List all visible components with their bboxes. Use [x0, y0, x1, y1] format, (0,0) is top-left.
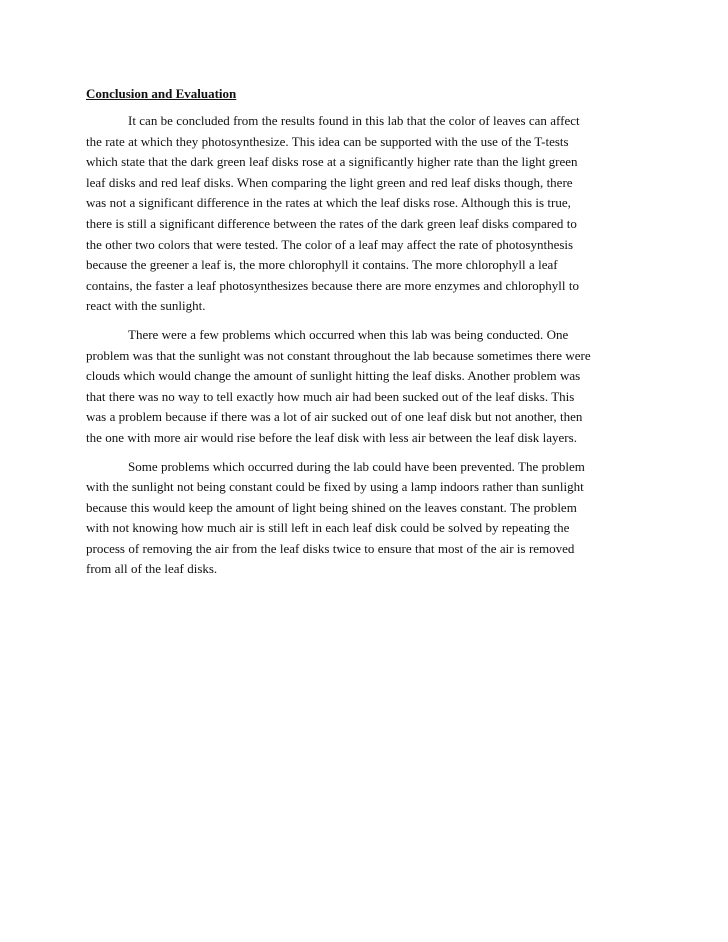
- paragraph-line: process of removing the air from the leaf disks twice to ensure that most of the air is removed: [86, 540, 575, 556]
- paragraph-line: problem was that the sunlight was not constant throughout the lab because sometimes there were: [86, 347, 591, 363]
- paragraph-line: leaf disks and red leaf disks. When comparing the light green and red leaf disks though, there: [86, 174, 573, 190]
- paragraph-line: that there was no way to tell exactly how much air had been sucked out of the leaf disks. This: [86, 388, 575, 404]
- paragraph-line: was not a significant difference in the rates at which the leaf disks rose. Although this is true,: [86, 195, 571, 211]
- paragraph-line: with the sunlight not being constant could be fixed by using a lamp indoors rather than sunlight: [86, 479, 584, 495]
- paragraph-line: Some problems which occurred during the lab could have been prevented. The problem: [128, 458, 585, 474]
- paragraph-line: because the greener a leaf is, the more chlorophyll it contains. The more chlorophyll a leaf: [86, 257, 558, 273]
- paragraph-line: which state that the dark green leaf disks rose at a significantly higher rate than the light green: [86, 154, 578, 170]
- paragraph-line: clouds which would change the amount of sunlight hitting the leaf disks. Another problem was: [86, 368, 581, 384]
- paragraph-line: the one with more air would rise before the leaf disk with less air between the leaf disk layers.: [86, 429, 577, 445]
- paragraph-line: from all of the leaf disks.: [86, 561, 218, 577]
- paragraph-line: the other two colors that were tested. The color of a leaf may affect the rate of photosynthesis: [86, 236, 574, 252]
- paragraph-line: was a problem because if there was a lot of air sucked out of one leaf disk but not another, then: [86, 409, 583, 425]
- paragraph-line: the rate at which they photosynthesize. This idea can be supported with the use of the T-tests: [86, 133, 569, 149]
- paragraph: [86, 457, 642, 581]
- paragraph-list: [86, 111, 642, 580]
- paragraph-line: There were a few problems which occurred when this lab was being conducted. One: [128, 326, 569, 342]
- paragraph-line: contains, the faster a leaf photosynthesizes because there are more enzymes and chlorophyll to: [86, 277, 579, 293]
- section-heading: Conclusion and Evaluation: [86, 86, 237, 101]
- paragraph: [86, 111, 642, 317]
- paragraph-line: react with the sunlight.: [86, 298, 206, 314]
- paragraph-line: It can be concluded from the results found in this lab that the color of leaves can affect: [128, 113, 580, 128]
- paragraph-line: with not knowing how much air is still left in each leaf disk could be solved by repeating the: [86, 520, 570, 536]
- document-body: [86, 84, 642, 588]
- paragraph-line: there is still a significant difference between the rates of the dark green leaf disks compared to: [86, 215, 577, 231]
- paragraph: [86, 325, 642, 449]
- paragraph-line: because this would keep the amount of light being shined on the leaves constant. The problem: [86, 499, 577, 515]
